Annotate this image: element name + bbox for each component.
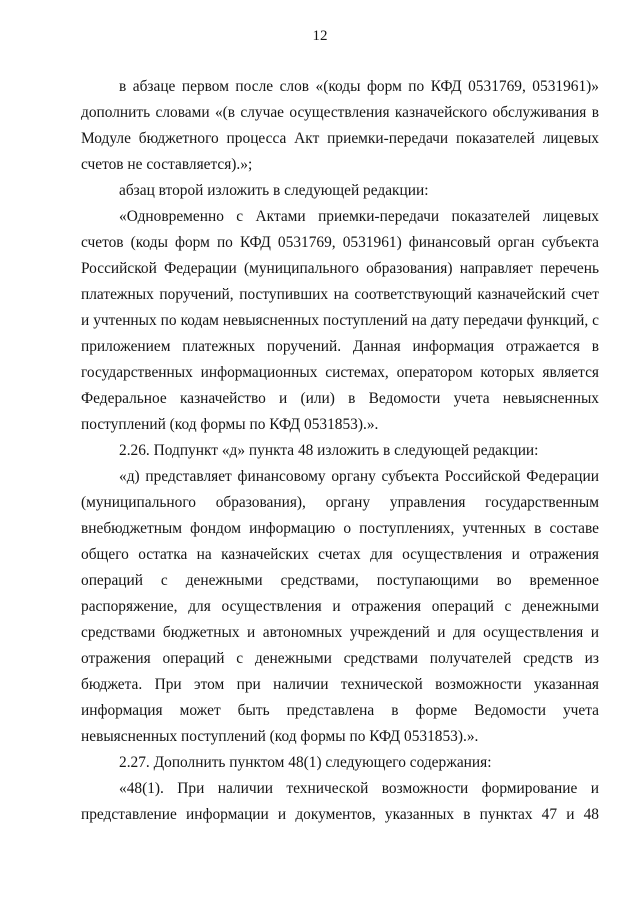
paragraph-2-27-heading: 2.27. Дополнить пунктом 48(1) следующего содержания: [119,754,492,771]
paragraph-48-1-text: «48(1). При наличии технической возможности формирование и представление информации и документов, указанных в пунктах 47 и 48 [81,780,599,823]
paragraph-amend-first-abzac: в абзаце первом после слов «(коды форм по КФД 0531769, 0531961)» дополнить словами «(в случае осуществления казначейского обслуживания в Модуле бюджетного процесса Акт приемки-передачи показателей лицевых счетов не составляется).»; [81,78,599,173]
paragraph-second-abzac-intro: абзац второй изложить в следующей редакции: [119,182,429,199]
paragraph-2-26-text: «д) представляет финансовому органу субъекта Российской Федерации (муниципального образования), органу управления государственным внебюджетным фондом информацию о поступлениях, учтенных в составе общего остатка на казначейских счетах для осуществления и отражения операций с денежными средствами, поступающими во временное распоряжение, для осуществления и отражения операций с денежными средствами бюджетных и автономных учреждений и для осуществления и отражения операций с денежными средствами получателей средств из бюджета. При этом при наличии технической возможности указанная информация может быть представлена в форме Ведомости учета невыясненных поступлений (код формы по КФД 0531853).». [81,468,599,745]
paragraph-second-abzac-text: «Одновременно с Актами приемки-передачи показателей лицевых счетов (коды форм по КФД 0531769, 0531961) финансовый орган субъекта Российской Федерации (муниципального образования) направляет перечень платежных поручений, поступивших на соответствующий казначейский счет и учтенных по кодам невыясненных поступлений на дату передачи функций, с приложением платежных поручений. Данная информация отражается в государственных информационных системах, оператором которых является Федеральное казначейство и (или) в Ведомости учета невыясненных поступлений (код формы по КФД 0531853).». [81,208,599,433]
document-body [81,74,599,828]
page-number: 12 [312,28,328,44]
paragraph-2-26-heading: 2.26. Подпункт «д» пункта 48 изложить в следующей редакции: [119,442,539,459]
